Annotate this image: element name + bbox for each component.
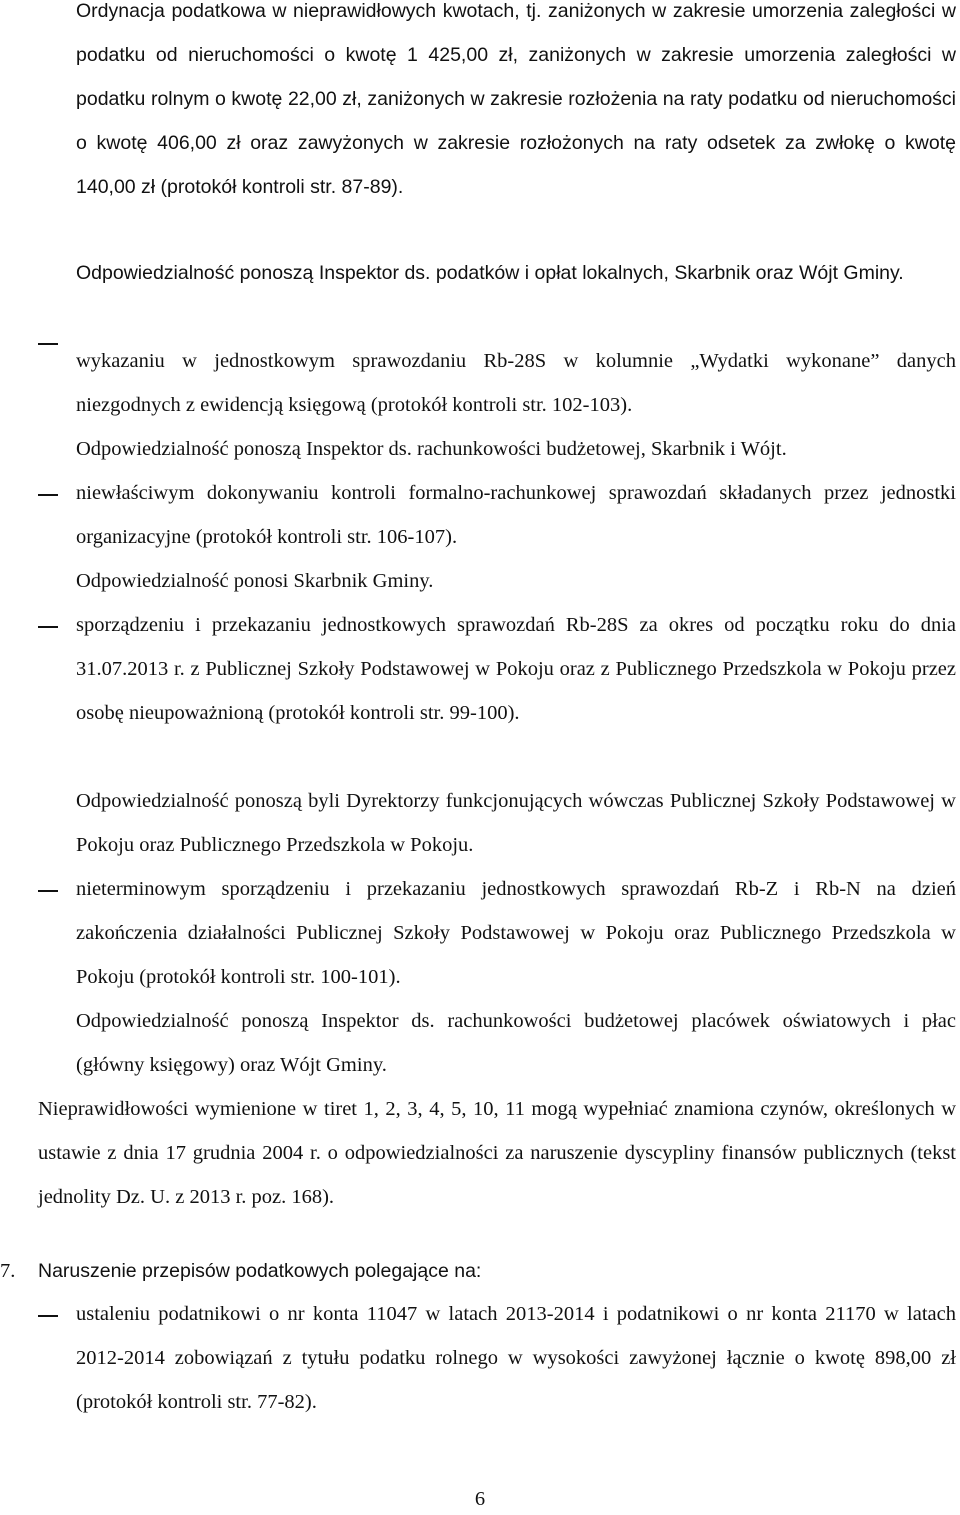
section-heading: Naruszenie przepisów podatkowych polegające na: (38, 1260, 482, 1282)
tax-ordinance-amounts-paragraph: Ordynacja podatkowa w nieprawidłowych kwotach, tj. zaniżonych w zakresie umorzenia zaległości w podatku od nieruchomości o kwotę 1 425,00 zł, zaniżonych w zakresie umorzenia zaległości w podatku rolnym o kwotę 22,00 zł, zaniżonych w zakresie rozłożenia na raty podatku od nieruchomości o kwotę 406,00 zł oraz zawyżonych w zakresie rozłożonych na raty odsetek za zwłokę o kwotę 140,00 zł (protokół kontroli str. 87-89). (76, 0, 956, 198)
dash-bullet (38, 626, 58, 628)
summary-paragraph: Nieprawidłowości wymienione w tiret 1, 2, 3, 4, 5, 10, 11 mogą wypełniać znamiona czynów, określonych w ustawie z dnia 17 grudnia 2004 r. o odpowiedzialności za naruszenie dyscypliny finansów publicznych (tekst jednolity Dz. U. z 2013 r. poz. 168). (38, 1098, 956, 1208)
responsibility-statement: Odpowiedzialność ponoszą Inspektor ds. podatków i opłat lokalnych, Skarbnik oraz Wójt Gminy. (76, 262, 904, 284)
responsibility-statement: Odpowiedzialność ponoszą Inspektor ds. rachunkowości budżetowej, Skarbnik i Wójt. (76, 438, 787, 460)
responsibility-statement: Odpowiedzialność ponoszą Inspektor ds. rachunkowości budżetowej placówek oświatowych i płac (główny księgowy) oraz Wójt Gminy. (76, 1010, 956, 1076)
list-item-text: ustaleniu podatnikowi o nr konta 11047 w latach 2013-2014 i podatnikowi o nr konta 21170 w latach 2012-2014 zobowiązań z tytułu podatku rolnego w wysokości zawyżonej łącznie o kwotę 898,00 zł (protokół kontroli str. 77-82). (76, 1303, 956, 1413)
list-item-text: niewłaściwym dokonywaniu kontroli formalno-rachunkowej sprawozdań składanych przez jednostki organizacyjne (protokół kontroli str. 106-107). (76, 482, 956, 548)
dash-bullet (38, 343, 58, 345)
dash-bullet (38, 1315, 58, 1317)
list-item-text: sporządzeniu i przekazaniu jednostkowych sprawozdań Rb-28S za okres od początku roku do dnia 31.07.2013 r. z Publicznej Szkoły Podstawowej w Pokoju oraz z Publicznego Przedszkola w Pokoju przez osobę nieupoważnioną (protokół kontroli str. 99-100). (76, 614, 956, 724)
responsibility-statement: Odpowiedzialność ponoszą byli Dyrektorzy funkcjonujących wówczas Publicznej Szkoły Podstawowej w Pokoju oraz Publicznego Przedszkola w Pokoju. (76, 790, 956, 856)
page-number: 6 (474, 1488, 486, 1510)
list-item-text: nieterminowym sporządzeniu i przekazaniu jednostkowych sprawozdań Rb-Z i Rb-N na dzień zakończenia działalności Publicznej Szkoły Podstawowej w Pokoju oraz Publicznego Przedszkola w Pokoju (protokół kontroli str. 100-101). (76, 878, 956, 988)
dash-bullet (38, 494, 58, 496)
section-number: 7. (0, 1260, 16, 1282)
list-item-text: wykazaniu w jednostkowym sprawozdaniu Rb-28S w kolumnie „Wydatki wykonane” danych niezgodnych z ewidencją księgową (protokół kontroli str. 102-103). (76, 350, 956, 416)
responsibility-statement: Odpowiedzialność ponosi Skarbnik Gminy. (76, 570, 434, 592)
dash-bullet (38, 890, 58, 892)
